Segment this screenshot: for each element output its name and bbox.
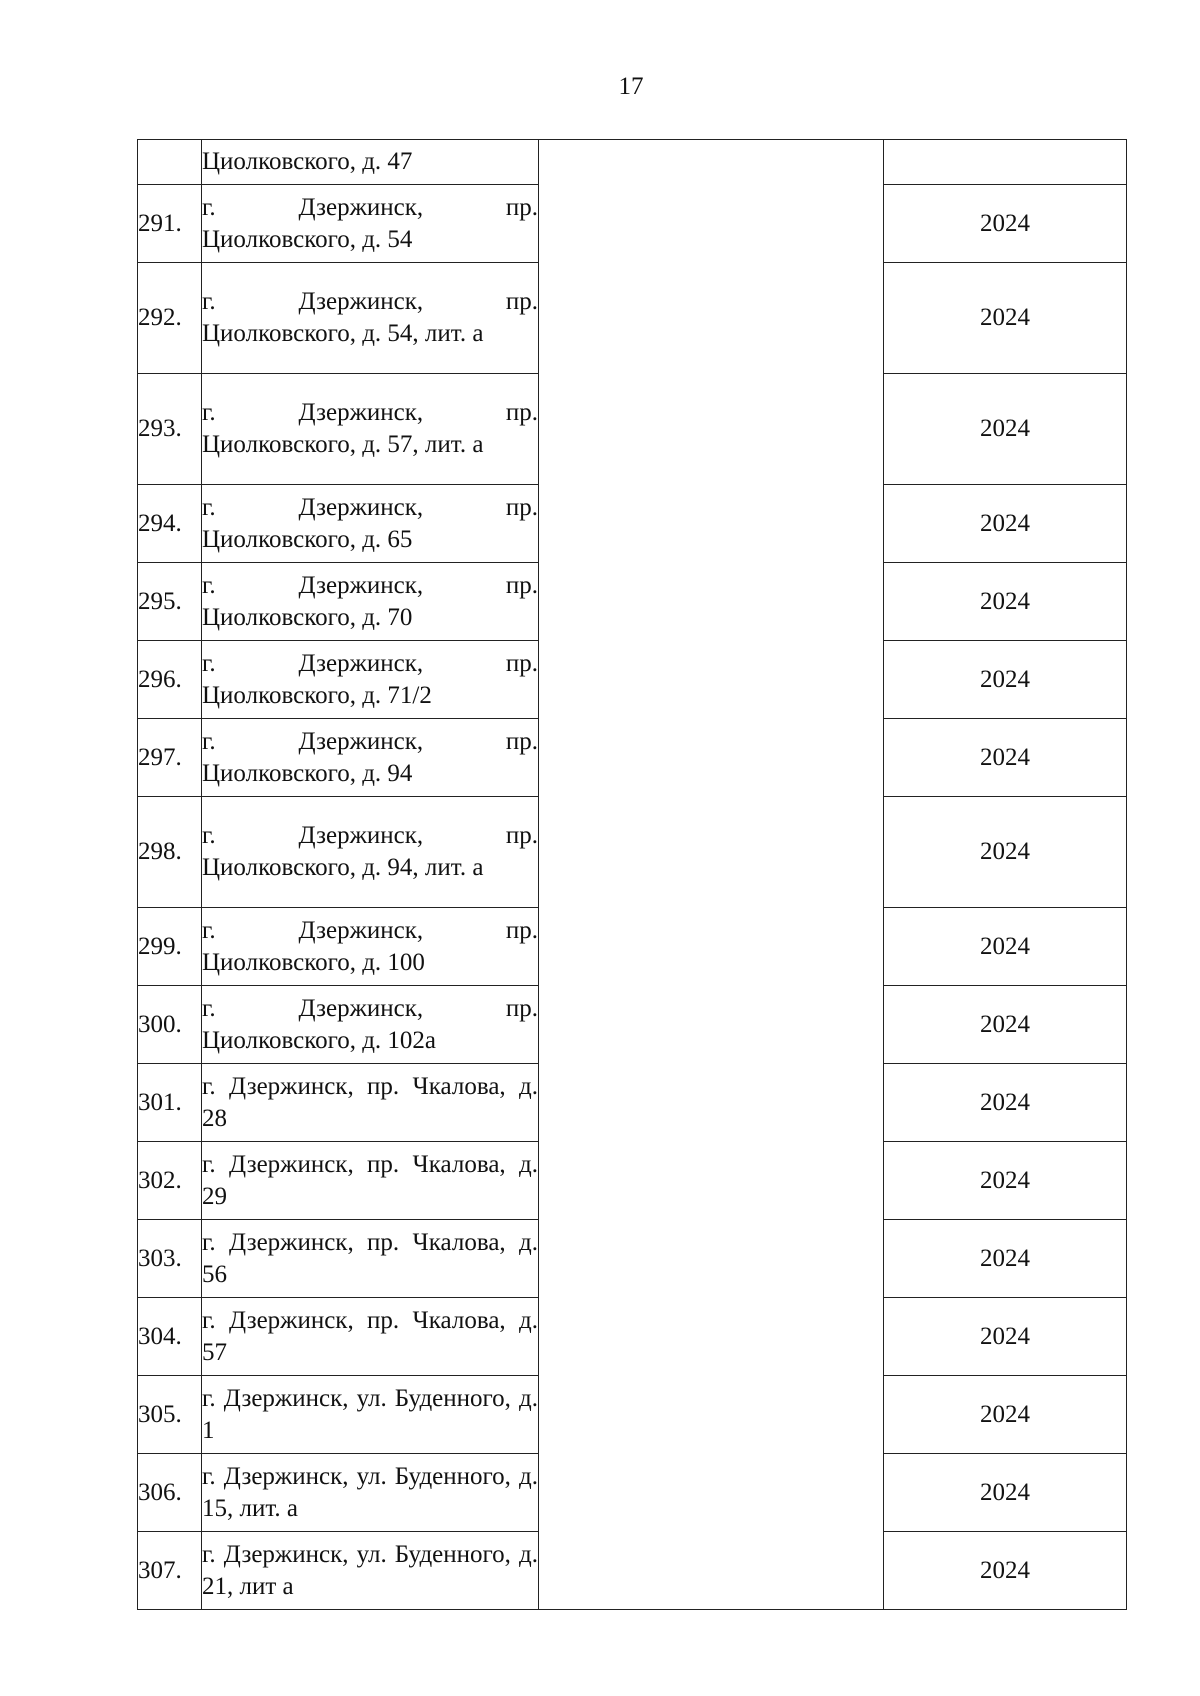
row-number: 302. [138,1142,202,1220]
row-address: г. Дзержинск, пр. Чкалова, д. 29 [202,1142,539,1220]
row-address: г. Дзержинск, пр. Циолковского, д. 57, лит. а [202,374,539,485]
row-address: г. Дзержинск, пр. Циолковского, д. 65 [202,485,539,563]
row-year: 2024 [884,797,1127,908]
row-address: г. Дзержинск, пр. Чкалова, д. 56 [202,1220,539,1298]
row-address: г. Дзержинск, пр. Циолковского, д. 54 [202,185,539,263]
row-address: г. Дзержинск, пр. Циолковского, д. 71/2 [202,641,539,719]
row-address: г. Дзержинск, пр. Циолковского, д. 94 [202,719,539,797]
page-number: 17 [618,73,644,100]
row-address: Циолковского, д. 47 [202,140,539,185]
row-address: г. Дзержинск, пр. Циолковского, д. 94, лит. а [202,797,539,908]
row-year: 2024 [884,374,1127,485]
row-year: 2024 [884,185,1127,263]
empty-merged-column [539,140,884,1610]
row-number: 296. [138,641,202,719]
row-number: 298. [138,797,202,908]
address-table [137,139,1127,1610]
row-address: г. Дзержинск, пр. Циолковского, д. 54, лит. а [202,263,539,374]
row-number: 301. [138,1064,202,1142]
row-number [138,140,202,185]
table-row [138,140,1127,185]
row-number: 291. [138,185,202,263]
row-year: 2024 [884,719,1127,797]
row-year: 2024 [884,263,1127,374]
row-number: 297. [138,719,202,797]
row-year: 2024 [884,1064,1127,1142]
row-year: 2024 [884,485,1127,563]
row-address: г. Дзержинск, ул. Буденного, д. 21, лит а [202,1532,539,1610]
row-year: 2024 [884,986,1127,1064]
row-address: г. Дзержинск, пр. Циолковского, д. 70 [202,563,539,641]
row-year: 2024 [884,908,1127,986]
row-number: 304. [138,1298,202,1376]
row-address: г. Дзержинск, ул. Буденного, д. 15, лит. а [202,1454,539,1532]
row-number: 306. [138,1454,202,1532]
row-number: 300. [138,986,202,1064]
row-year [884,140,1127,185]
row-year: 2024 [884,1220,1127,1298]
row-number: 295. [138,563,202,641]
row-year: 2024 [884,1376,1127,1454]
row-number: 294. [138,485,202,563]
row-number: 292. [138,263,202,374]
row-year: 2024 [884,641,1127,719]
row-number: 303. [138,1220,202,1298]
row-address: г. Дзержинск, пр. Чкалова, д. 57 [202,1298,539,1376]
row-number: 293. [138,374,202,485]
row-address: г. Дзержинск, ул. Буденного, д. 1 [202,1376,539,1454]
row-number: 305. [138,1376,202,1454]
row-year: 2024 [884,1454,1127,1532]
row-number: 299. [138,908,202,986]
row-number: 307. [138,1532,202,1610]
row-year: 2024 [884,1298,1127,1376]
row-year: 2024 [884,1142,1127,1220]
row-year: 2024 [884,563,1127,641]
row-address: г. Дзержинск, пр. Циолковского, д. 100 [202,908,539,986]
row-address: г. Дзержинск, пр. Циолковского, д. 102а [202,986,539,1064]
row-year: 2024 [884,1532,1127,1610]
row-address: г. Дзержинск, пр. Чкалова, д. 28 [202,1064,539,1142]
